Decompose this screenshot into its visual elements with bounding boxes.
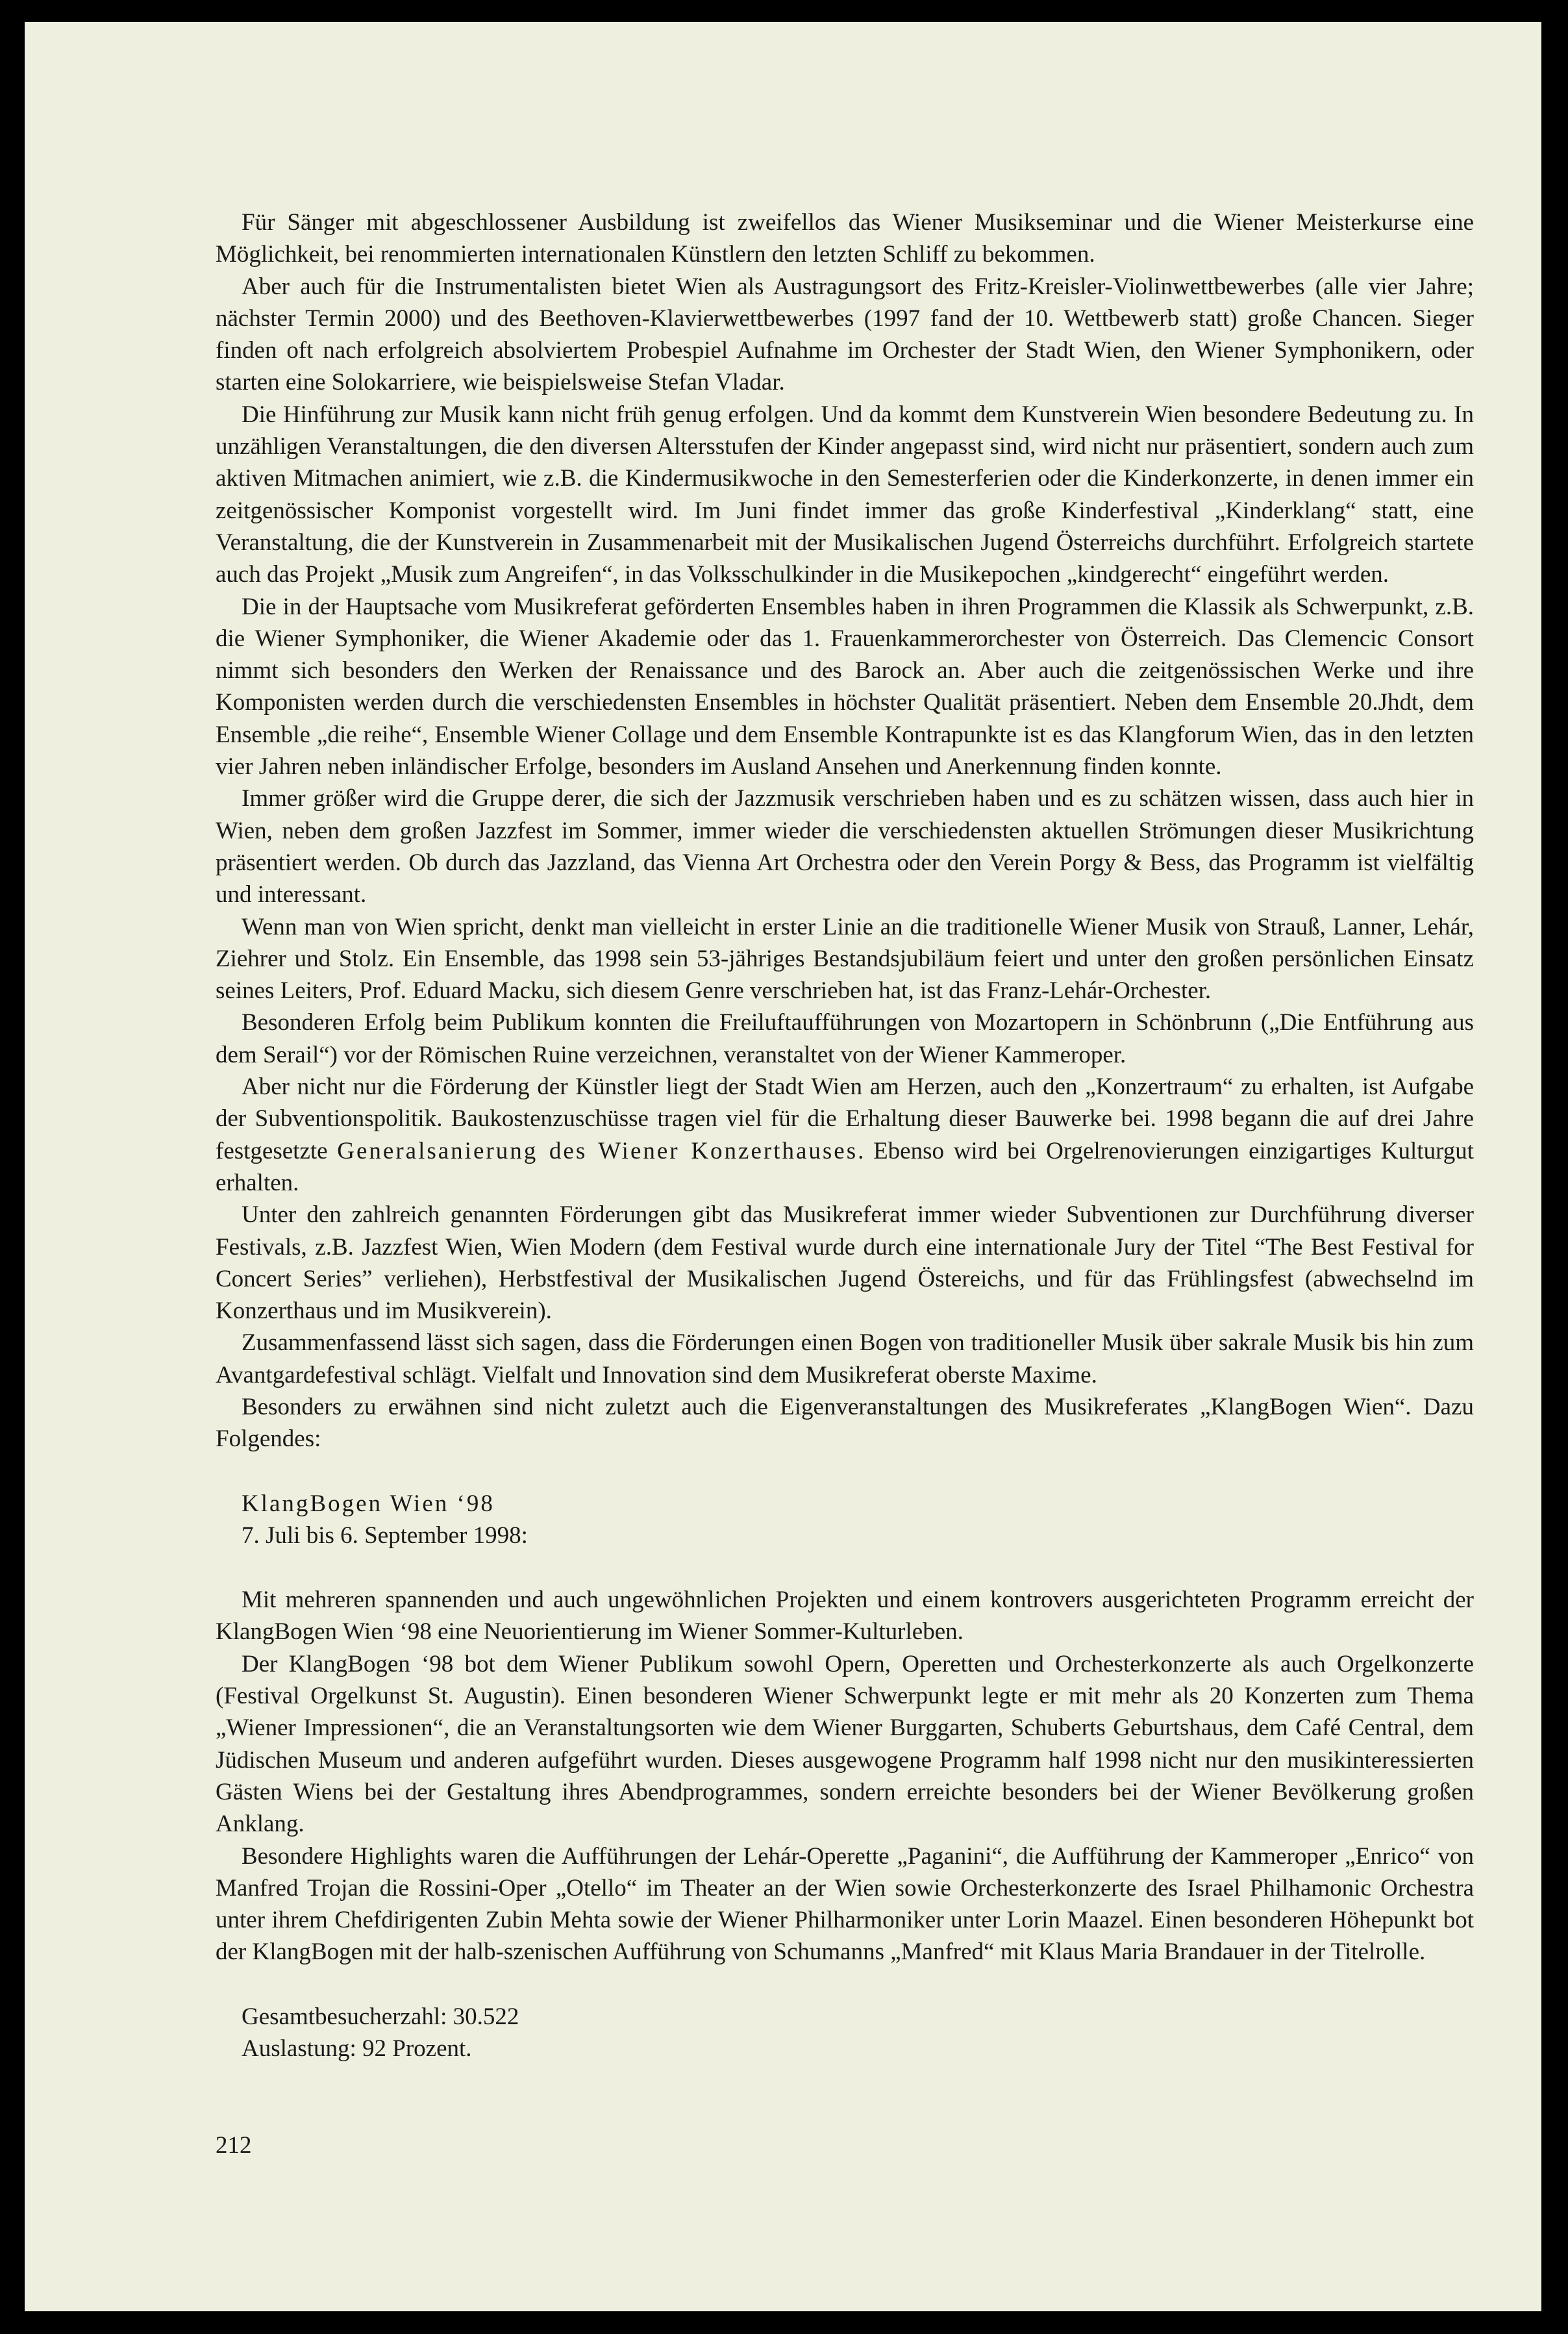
klangbogen-title: KlangBogen Wien ‘98 [242,1490,495,1517]
stats-block [242,2001,1474,2065]
page-number: 212 [216,2132,252,2159]
paragraph-children: Die Hinführung zur Musik kann nicht früh genug erfolgen. Und da kommt dem Kunstverein Wien besondere Bedeutung zu. In unzähligen Veranstaltungen, die den diversen Altersstufen der Kinder angepasst sind, wird nicht nur präsentiert, sondern auch zum aktiven Mitmachen animiert, wie z.B. die Kindermusikwoche in den Semesterferien oder die Kinderkonzerte, in denen immer ein zeitgenössischer Komponist vorgestellt wird. Im Juni findet immer das große Kinderfestival „Kinderklang“ statt, eine Veranstaltung, die der Kunstverein in Zusammenarbeit mit der Musikalischen Jugend Österreichs durchführt. Erfolgreich startete auch das Projekt „Musik zum Angreifen“, in das Volksschulkinder in die Musikepochen „kindgerecht“ eingeführt werden. [216,401,1474,588]
stats-utilization: Auslastung: 92 Prozent. [242,2035,472,2063]
konzertraum-text-before: Aber nicht nur die Förderung der Künstler liegt der Stadt Wien am Herzen, auch den „Konzertraum“ zu erhalten, ist Aufgabe der Subventionspolitik. Baukostenzuschüsse tragen viel für die Erhaltung dieser Bauwerke bei. 1998 begann die auf drei Jahre festgesetzte [216,1073,1474,1164]
paragraph-jazz: Immer größer wird die Gruppe derer, die sich der Jazzmusik verschrieben haben und es zu schätzen wissen, dass auch hier in Wien, neben dem großen Jazzfest im Sommer, immer wieder die verschiedensten aktuellen Strömungen dieser Musikrichtung präsentiert werden. Ob durch das Jazzland, das Vienna Art Orchestra oder den Verein Porgy & Bess, das Programm ist vielfältig und interessant. [216,785,1474,909]
klangbogen-dates: 7. Juli bis 6. September 1998: [242,1522,528,1549]
paragraph-klangbogen-3: Besondere Highlights waren die Aufführungen der Lehár-Operette „Paganini“, die Aufführung der Kammeroper „Enrico“ von Manfred Trojan die Rossini-Oper „Otello“ im Theater an der Wien sowie Orchesterkonzerte des Israel Philhamonic Orchestra unter ihrem Chefdirigenten Zubin Mehta sowie der Wiener Philharmoniker unter Lorin Maazel. Einen besonderen Höhepunkt bot der KlangBogen mit der halb-szenischen Aufführung von Schumanns „Manfred“ mit Klaus Maria Brandauer in der Titelrolle. [216,1842,1474,1966]
paragraph-traditional: Wenn man von Wien spricht, denkt man vielleicht in erster Linie an die traditionelle Wiener Musik von Strauß, Lanner, Lehár, Ziehrer und Stolz. Ein Ensemble, das 1998 sein 53-jähriges Bestandsjubiläum feiert und unter den großen persönlichen Einsatz seines Leiters, Prof. Eduard Macku, sich diesem Genre verschrieben hat, ist das Franz-Lehár-Orchester. [216,913,1474,1005]
paragraph-klangbogen-2: Der KlangBogen ‘98 bot dem Wiener Publikum sowohl Opern, Operetten und Orchesterkonzerte als auch Orgelkonzerte (Festival Orgelkunst St. Augustin). Einen besonderen Wiener Schwerpunkt legte er mit mehr als 20 Konzerten zum Thema „Wiener Impressionen“, die an Veranstaltungsorten wie dem Wiener Burggarten, Schuberts Geburtshaus, dem Café Central, dem Jüdischen Museum und anderen aufgeführt wurden. Dieses ausgewogene Programm half 1998 nicht nur den musikinteressierten Gästen Wiens bei der Gestaltung ihres Abendprogrammes, sondern erreichte besonders bei der Wiener Bevölkerung großen Anklang. [216,1650,1474,1838]
klangbogen-section [216,1584,1474,1968]
document-page [25,22,1541,2311]
paragraph-klangbogen-intro: Besonders zu erwähnen sind nicht zuletzt auch die Eigenveranstaltungen des Musikreferates „KlangBogen Wien“. Dazu Folgendes: [216,1393,1474,1453]
body-text [216,207,1474,2064]
klangbogen-heading [242,1488,1474,1552]
paragraph-ensembles: Die in der Hauptsache vom Musikreferat geförderten Ensembles haben in ihren Programmen die Klassik als Schwerpunkt, z.B. die Wiener Symphoniker, die Wiener Akademie oder das 1. Frauenkammerorchester von Österreich. Das Clemencic Consort nimmt sich besonders den Werken der Renaissance und des Barock an. Aber auch die zeitgenössischen Werke und ihre Komponisten werden durch die verschiedensten Ensembles in höchster Qualität präsentiert. Neben dem Ensemble 20.Jhdt, dem Ensemble „die reihe“, Ensemble Wiener Collage und dem Ensemble Kontrapunkte ist es das Klangforum Wien, das in den letzten vier Jahren neben inländischer Erfolge, besonders im Ausland Ansehen und Anerkennung finden konnte. [216,593,1474,781]
paragraph-konzertraum [216,1071,1474,1199]
konzertraum-text-after: . Ebenso wird bei Orgelrenovierungen einzigartiges Kulturgut erhalten. [216,1137,1475,1196]
paragraph-mozart: Besonderen Erfolg beim Publikum konnten die Freiluftaufführungen von Mozartopern in Schönbrunn („Die Entführung aus dem Serail“) vor der Römischen Ruine verzeichnen, veranstaltet von der Wiener Kammeroper. [216,1009,1474,1068]
konzertraum-spaced-text: Generalsanierung des Wiener Konzerthauses [337,1137,858,1164]
paragraph-klangbogen-1: Mit mehreren spannenden und auch ungewöhnlichen Projekten und einem kontrovers ausgerichteten Programm erreicht der KlangBogen Wien ‘98 eine Neuorientierung im Wiener Sommer-Kulturleben. [216,1587,1474,1646]
paragraph-festivals: Unter den zahlreich genannten Förderungen gibt das Musikreferat immer wieder Subventionen zur Durchführung diverser Festivals, z.B. Jazzfest Wien, Wien Modern (dem Festival wurde durch eine internationale Jury der Titel “The Best Festival for Concert Series” verliehen), Herbstfestival der Musikalischen Jugend Östereichs, und für das Frühlingsfest (abwechselnd im Konzerthaus und im Musikverein). [216,1201,1474,1325]
paragraph-summary: Zusammenfassend lässt sich sagen, dass die Förderungen einen Bogen von traditioneller Musik über sakrale Musik bis hin zum Avantgardefestival schlägt. Vielfalt und Innovation sind dem Musikreferat oberste Maxime. [216,1329,1474,1388]
paragraph-singers: Für Sänger mit abgeschlossener Ausbildung ist zweifellos das Wiener Musikseminar und die Wiener Meisterkurse eine Möglichkeit, bei renommierten internationalen Künstlern den letzten Schliff zu bekommen. [216,209,1474,268]
stats-visitors: Gesamtbesucherzahl: 30.522 [242,2003,519,2030]
paragraph-instrumentalists: Aber auch für die Instrumentalisten bietet Wien als Austragungsort des Fritz-Kreisler-Violinwettbewerbes (alle vier Jahre; nächster Termin 2000) und des Beethoven-Klavierwettbewerbes (1997 fand der 10. Wettbewerb statt) große Chancen. Sieger finden oft nach erfolgreich absolviertem Probespiel Aufnahme im Orchester der Stadt Wien, den Wiener Symphonikern, oder starten eine Solokarriere, wie beispielsweise Stefan Vladar. [216,273,1474,396]
